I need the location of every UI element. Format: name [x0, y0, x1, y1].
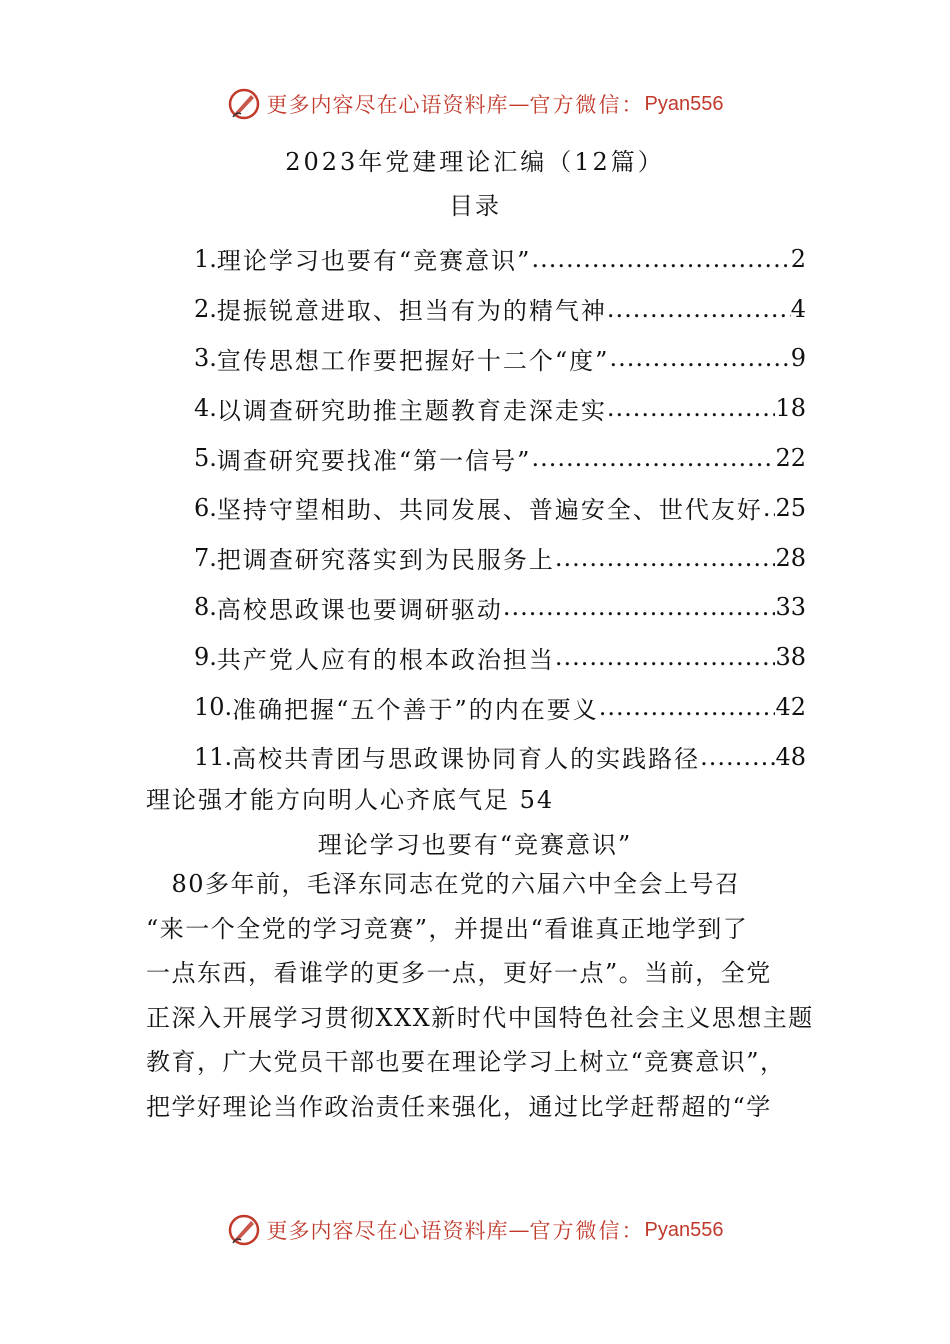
toc-entry[interactable] [194, 533, 806, 583]
document-title: 2023年党建理论汇编（12篇） [285, 148, 665, 176]
paragraph-line: 正深入开展学习贯彻XXX新时代中国特色社会主义思想主题 [146, 1003, 814, 1032]
toc-entry-page: 33 [775, 593, 806, 622]
toc-entry-number: 3. [194, 344, 217, 373]
toc-entry[interactable] [194, 632, 806, 682]
banner-wechat-id: Pyan556 [644, 92, 724, 115]
paragraph-line: 把学好理论当作政治责任来强化，通过比学赶帮超的“学 [146, 1092, 772, 1121]
toc-entry-number: 2. [194, 294, 217, 323]
toc-entry-number: 11. [194, 742, 233, 771]
paragraph-line: 80多年前，毛泽东同志在党的六届六中全会上号召 [146, 870, 741, 898]
toc-entry-title: 高校共青团与思政课协同育人的实践路径 [232, 745, 701, 774]
toc-leader-dots [609, 344, 790, 372]
toc-leader-dots [555, 643, 776, 671]
banner-text: 更多内容尽在心语资料库 [266, 93, 509, 117]
pen-logo-icon [227, 1213, 261, 1247]
toc-entry-title: 准确把握“五个善于”的内在要义 [232, 695, 599, 724]
toc-leader-dots [599, 693, 776, 721]
section-title: 理论学习也要有“竞赛意识” [317, 831, 633, 859]
toc-entry-page: 9 [790, 344, 806, 373]
toc-entry-page: 28 [775, 543, 806, 572]
toc-entry[interactable] [194, 682, 806, 732]
toc-leader-dots [607, 394, 776, 422]
banner-text: 更多内容尽在心语资料库 [266, 1219, 509, 1243]
toc-entry-page: 42 [775, 693, 806, 722]
toc-entry-number: 1. [194, 244, 217, 273]
toc-entry-page: 25 [775, 493, 806, 522]
body-paragraph [146, 862, 814, 1130]
toc-entry-page: 22 [775, 444, 806, 473]
banner-wechat-id: Pyan556 [644, 1218, 724, 1241]
toc-entry-number: 5. [194, 444, 217, 473]
toc-entry-title: 宣传思想工作要把握好十二个“度” [216, 346, 610, 375]
paragraph-line: “来一个全党的学习竞赛”，并提出“看谁真正地学到了 [146, 914, 749, 943]
toc-entry-page: 38 [775, 643, 806, 672]
toc-extra-entry: 理论强才能方向明人心齐底气足 54 [146, 786, 555, 814]
banner-wechat-label: 官方微信： [529, 93, 645, 117]
toc-entry[interactable] [194, 583, 806, 633]
toc-entry-title: 理论学习也要有“竞赛意识” [216, 247, 532, 276]
toc-entry-title: 坚持守望相助、共同发展、普遍安全、世代友好 [216, 496, 763, 525]
toc-entry-page: 4 [790, 294, 806, 323]
pen-logo-icon [227, 87, 261, 121]
toc-leader-dots [503, 593, 776, 621]
toc-leader-dots [700, 743, 775, 771]
toc-entry[interactable] [194, 483, 806, 533]
toc-entry[interactable] [194, 234, 806, 284]
toc-entry-title: 提振锐意进取、担当有为的精气神 [216, 297, 607, 326]
toc-entry[interactable] [194, 732, 806, 782]
banner-wechat-label: 官方微信： [529, 1219, 645, 1243]
toc-entry[interactable] [194, 433, 806, 483]
toc-entry-title: 把调查研究落实到为民服务上 [216, 546, 555, 575]
toc-entry-number: 4. [194, 394, 217, 423]
toc-entry-number: 9. [194, 643, 217, 672]
banner-dash: — [508, 1218, 530, 1242]
toc-leader-dots [531, 444, 775, 472]
toc-entry-number: 8. [194, 593, 217, 622]
toc-entry-number: 6. [194, 493, 217, 522]
footer-watermark-banner [0, 1210, 950, 1250]
toc-entry[interactable] [194, 284, 806, 334]
toc-entry[interactable] [194, 334, 806, 384]
toc-leader-dots [531, 245, 790, 273]
toc-heading: 目录 [449, 192, 501, 220]
toc-entry-title: 共产党人应有的根本政治担当 [216, 645, 555, 674]
header-watermark-banner [0, 84, 950, 124]
toc-entry-page: 48 [775, 742, 806, 771]
toc-entry-number: 7. [194, 543, 217, 572]
toc-entry-number: 10. [194, 693, 233, 722]
table-of-contents [194, 234, 806, 782]
toc-leader-dots [763, 494, 776, 522]
toc-entry-title: 以调查研究助推主题教育走深走实 [216, 396, 607, 425]
toc-entry[interactable] [194, 383, 806, 433]
banner-dash: — [508, 92, 530, 116]
toc-entry-title: 高校思政课也要调研驱动 [216, 595, 503, 624]
toc-leader-dots [607, 295, 791, 323]
toc-leader-dots [555, 544, 776, 572]
toc-entry-page: 18 [775, 394, 806, 423]
toc-entry-page: 2 [790, 244, 806, 273]
paragraph-line: 一点东西，看谁学的更多一点，更好一点”。当前，全党 [146, 959, 772, 988]
toc-entry-title: 调查研究要找准“第一信号” [216, 446, 532, 475]
paragraph-line: 教育，广大党员干部也要在理论学习上树立“竞赛意识”， [146, 1048, 786, 1077]
